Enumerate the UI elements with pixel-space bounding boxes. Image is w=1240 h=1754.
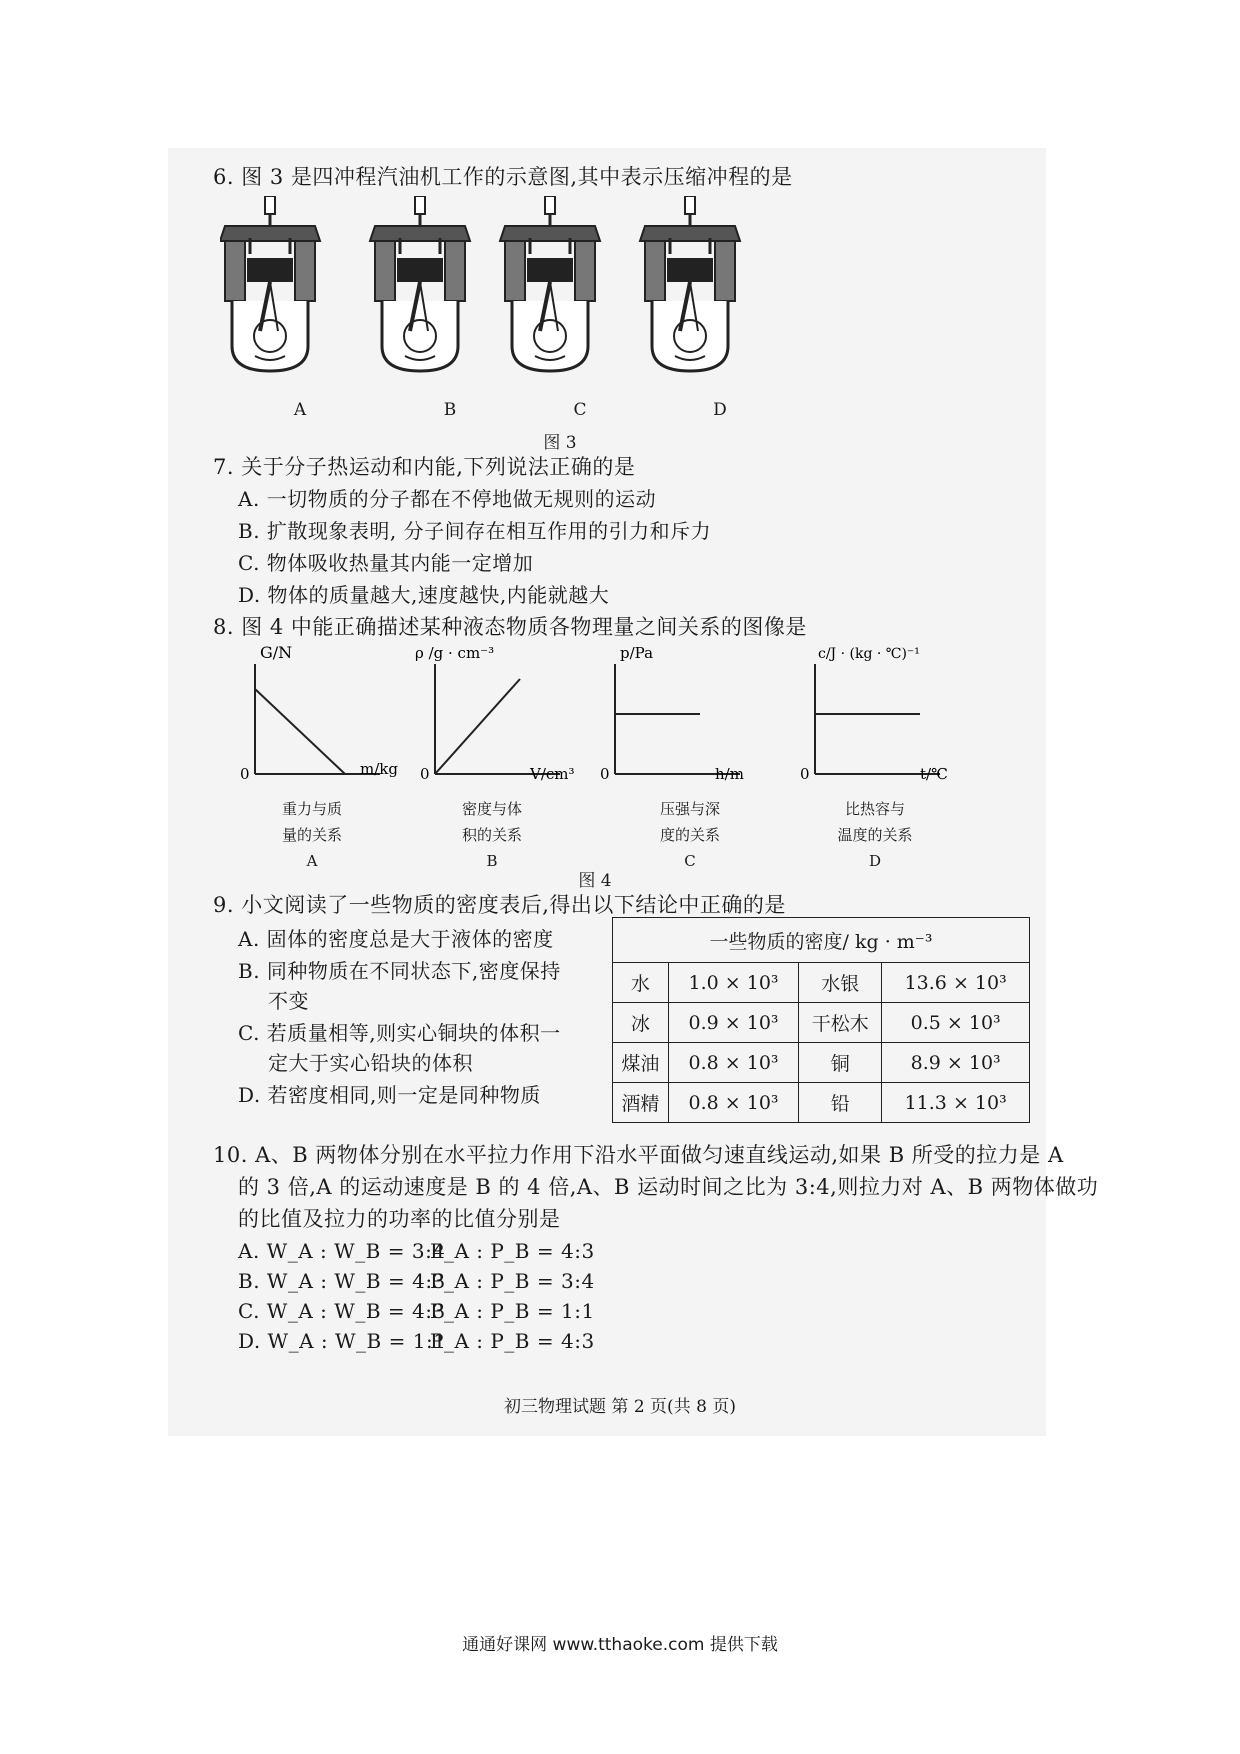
graphs-figure [220,644,960,794]
q7-option-d: D. 物体的质量越大,速度越快,内能就越大 [238,583,610,607]
graph-a-ylabel: G/N [260,644,293,662]
engine-label-a: A [293,400,307,420]
table-row [613,1043,1030,1083]
graph-c-xlabel: h/m [715,765,744,783]
graph-a [240,644,398,783]
graph-c-desc [630,796,750,874]
q10-option-d-power: P_A : P_B = 4:3 [430,1329,595,1353]
question-8: 8. 图 4 中能正确描述某种液态物质各物理量之间关系的图像是 [213,615,807,639]
question-6: 6. 图 3 是四冲程汽油机工作的示意图,其中表示压缩冲程的是 [213,165,793,189]
graph-c [600,644,744,783]
graph-a-desc [252,796,372,874]
table-cell: 水银 [799,963,882,1003]
q10-option-b-work: B. W_A : W_B = 4:3 [238,1269,446,1293]
density-table [612,917,1030,1123]
question-7: 7. 关于分子热运动和内能,下列说法正确的是 [213,455,636,479]
table-row [613,963,1030,1003]
q10-option-c-work: C. W_A : W_B = 4:3 [238,1299,446,1323]
graph-b-desc [432,796,552,874]
table-cell: 铜 [799,1043,882,1083]
graph-b [415,644,575,783]
graph-a-desc-line2: 量的关系 [281,826,342,844]
table-row [613,1083,1030,1123]
graph-d-desc-line2: 温度的关系 [837,826,913,844]
graph-b-origin: 0 [420,765,430,783]
graph-c-desc-line2: 度的关系 [659,826,720,844]
table-cell: 0.8 × 10³ [668,1043,798,1083]
table-cell: 0.9 × 10³ [668,1003,798,1043]
q7-option-c: C. 物体吸收热量其内能一定增加 [238,551,534,575]
table-cell: 8.9 × 10³ [882,1043,1030,1083]
graph-c-letter: C [684,852,696,870]
graph-a-origin: 0 [240,765,250,783]
table-cell: 水 [613,963,669,1003]
q10-option-b-power: P_A : P_B = 3:4 [430,1269,595,1293]
q9-option-c: C. 若质量相等,则实心铜块的体积一 [238,1021,561,1045]
engine-label-d: D [713,400,727,420]
engine-label-c: C [573,400,587,420]
graph-c-origin: 0 [600,765,610,783]
engine-figure [220,196,960,391]
q10-option-d-work: D. W_A : W_B = 1:1 [238,1329,447,1353]
graph-d-desc-line1: 比热容与 [844,800,905,818]
question-9: 9. 小文阅读了一些物质的密度表后,得出以下结论中正确的是 [213,893,786,917]
table-cell: 13.6 × 10³ [882,963,1030,1003]
table-cell: 冰 [613,1003,669,1043]
graph-a-letter: A [306,852,318,870]
graph-b-xlabel: V/cm³ [530,765,575,783]
graph-d-letter: D [868,852,882,870]
q10-option-a-work: A. W_A : W_B = 3:4 [238,1239,446,1263]
question-10-line2: 的 3 倍,A 的运动速度是 B 的 4 倍,A、B 运动时间之比为 3:4,则拉力对 A、B 两物体做功 [238,1175,1099,1199]
graph-d-ylabel: c/J · (kg · ℃)⁻¹ [818,646,920,662]
graph-a-xlabel: m/kg [360,760,398,778]
question-10-line1: 10. A、B 两物体分别在水平拉力作用下沿水平面做匀速直线运动,如果 B 所受的拉力是 A [213,1143,1064,1167]
source-footer: 通通好课网 www.tthaoke.com 提供下载 [462,1635,778,1655]
table-title: 一些物质的密度/ kg · m⁻³ [613,918,1030,963]
graph-c-ylabel: p/Pa [620,644,654,662]
table-cell: 干松木 [799,1003,882,1043]
q9-option-b-cont: 不变 [268,989,309,1013]
graph-b-letter: B [486,852,498,870]
graph-d-origin: 0 [800,765,810,783]
graph-d-desc [815,796,935,874]
q10-option-a-power: P_A : P_B = 4:3 [430,1239,595,1263]
table-cell: 0.5 × 10³ [882,1003,1030,1043]
question-10-line3: 的比值及拉力的功率的比值分别是 [238,1207,561,1231]
graph-d-xlabel: t/℃ [920,765,948,783]
q10-option-c-power: P_A : P_B = 1:1 [430,1299,595,1323]
q7-option-b: B. 扩散现象表明, 分子间存在相互作用的引力和斥力 [238,519,712,543]
figure-4-caption: 图 4 [578,871,612,891]
table-cell: 1.0 × 10³ [668,963,798,1003]
table-header-row [613,918,1030,963]
engine-label-b: B [443,400,457,420]
graph-b-ylabel: ρ /g · cm⁻³ [415,644,495,662]
table-cell: 煤油 [613,1043,669,1083]
q9-option-c-cont: 定大于实心铅块的体积 [268,1051,473,1075]
graph-d [800,646,948,783]
graph-b-desc-line2: 积的关系 [461,826,522,844]
table-cell: 0.8 × 10³ [668,1083,798,1123]
q9-option-d: D. 若密度相同,则一定是同种物质 [238,1083,541,1107]
table-cell: 11.3 × 10³ [882,1083,1030,1123]
page-footer: 初三物理试题 第 2 页(共 8 页) [504,1397,736,1417]
q9-option-a: A. 固体的密度总是大于液体的密度 [238,927,554,951]
figure-3-caption: 图 3 [543,433,577,453]
table-row [613,1003,1030,1043]
graph-a-desc-line1: 重力与质 [281,800,342,818]
graph-b-desc-line1: 密度与体 [461,800,522,818]
q9-option-b: B. 同种物质在不同状态下,密度保持 [238,959,561,983]
graph-c-desc-line1: 压强与深 [659,800,720,818]
q7-option-a: A. 一切物质的分子都在不停地做无规则的运动 [238,487,657,511]
table-cell: 铅 [799,1083,882,1123]
table-cell: 酒精 [613,1083,669,1123]
